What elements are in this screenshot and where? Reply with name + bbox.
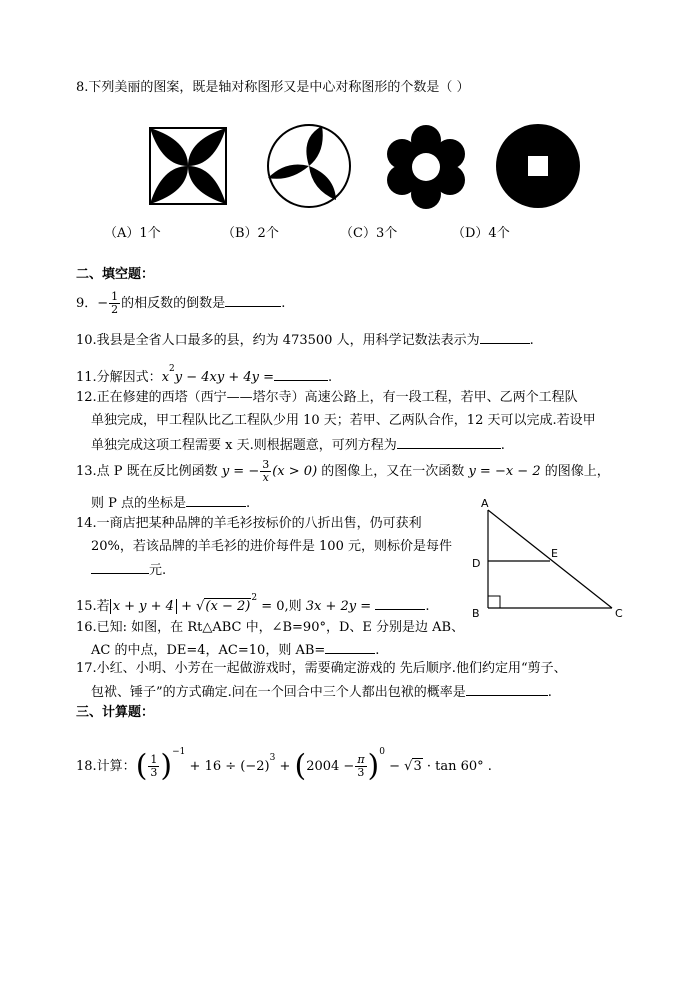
q11-expr-b: y − 4xy + 4y = bbox=[174, 370, 275, 385]
q12-line1: 12.正在修建的西塔（西宁——塔尔寺）高速公路上，有一段工程，若甲、乙两个工程队 bbox=[76, 390, 578, 405]
section3-title: 三、计算题： bbox=[76, 705, 155, 720]
q18-exp1: −1 bbox=[172, 747, 186, 757]
q9: 9．− $\frac{1}{2}$ 的相反数的倒数是 . bbox=[76, 290, 286, 316]
q13-line2-wrap: 则 P 点的坐标是 . bbox=[91, 496, 251, 511]
q15: 15.若 $x + y + 4 + √(x - 2)^2 = 0$,则 3x + 2y = . bbox=[76, 593, 430, 614]
q8-stem: 8.下列美丽的图案，既是轴对称图形又是中心对称图形的个数是（ ） bbox=[76, 80, 470, 95]
q18-frac1 bbox=[148, 754, 159, 779]
q13-frac-den: x bbox=[262, 471, 269, 484]
q18-exp2: 3 bbox=[269, 753, 276, 763]
q18-inner: 2004 − bbox=[306, 759, 355, 774]
label-b: B bbox=[472, 607, 480, 620]
q16-line2-wrap: AC 的中点，DE=4，AC=10，则 AB= . bbox=[91, 643, 380, 658]
q17-line1: 17.小红、小明、小芳在一起做游戏时，需要确定游戏的 先后顺序.他们约定用“剪子、 bbox=[76, 661, 567, 676]
pattern-square-petals bbox=[150, 128, 226, 204]
q15-abs-expr: x + y + 4 bbox=[110, 599, 177, 614]
q13-part2: 的图像上，又在一次函数 bbox=[321, 464, 465, 479]
q8-option-d: （D）4个 bbox=[452, 226, 510, 241]
label-a: A bbox=[481, 497, 489, 510]
q18-tail: · tan 60° . bbox=[426, 759, 492, 774]
q8-option-b: （B）2个 bbox=[222, 226, 279, 241]
q12-line3-wrap: 单独完成这项工程需要 x 天.则根据题意，可列方程为 . bbox=[91, 438, 505, 453]
q15-prefix: 15.若 bbox=[76, 599, 110, 614]
q9-num: 1 bbox=[111, 290, 119, 303]
q9-prefix: 9．− bbox=[76, 296, 109, 311]
q18-f2-den: 3 bbox=[357, 766, 365, 779]
q11-expr-sup: 2 bbox=[169, 364, 175, 374]
q9-answer-blank[interactable] bbox=[225, 294, 281, 307]
q18-frac2 bbox=[355, 754, 366, 779]
q17-line2-wrap: 包袱、锤子”的方式确定.问在一个回合中三个人都出包袱的概率是 . bbox=[91, 685, 552, 700]
q13-part3: 的图像上， bbox=[544, 464, 610, 479]
q18-mid: + 16 ÷ (−2) bbox=[189, 759, 270, 774]
q18: 18.计算：( $\frac{1}{3}$ )$^{-1} + 16 \div (-2)^3 + (2004$ − $\frac{\pi}{3}$ )$^0$ − √3 · tan 60° . bbox=[76, 747, 492, 784]
q9-fraction bbox=[109, 291, 120, 316]
pattern-coin bbox=[496, 124, 580, 208]
q13-fn-cond: (x > 0) bbox=[272, 464, 318, 479]
label-c: C bbox=[615, 607, 623, 620]
q13-frac-num: 3 bbox=[262, 458, 270, 471]
q13-fraction bbox=[260, 459, 271, 484]
right-angle-mark bbox=[488, 596, 500, 608]
q18-prefix: 18.计算： bbox=[76, 759, 136, 774]
q18-sqrt3: 3 bbox=[413, 759, 422, 774]
q15-sq: 2 bbox=[251, 593, 258, 603]
q12-answer-blank[interactable] bbox=[397, 436, 501, 449]
pattern-circle-three-blades bbox=[268, 125, 350, 207]
q8-option-a: （A）1个 bbox=[104, 226, 161, 241]
q11-answer-blank[interactable] bbox=[274, 368, 328, 381]
q9-suffix: 的相反数的倒数是 bbox=[121, 296, 226, 311]
q12-line2: 单独完成，甲工程队比乙工程队少用 10 天；若甲、乙两队合作，12 天可以完成.若设甲 bbox=[91, 413, 596, 428]
q8-figures bbox=[140, 118, 580, 214]
q13-answer-blank[interactable] bbox=[186, 494, 246, 507]
side-ac bbox=[488, 510, 612, 608]
q12-line3: 单独完成这项工程需要 x 天.则根据题意，可列方程为 bbox=[91, 438, 397, 453]
q14-line2: 20%，若该品牌的羊毛衫的进价每件是 100 元，则标价是每件 bbox=[91, 539, 452, 554]
q14-answer-blank[interactable] bbox=[91, 561, 149, 574]
q11-expr-a: x bbox=[161, 370, 170, 385]
label-d: D bbox=[472, 557, 481, 570]
q17-line2: 包袱、锤子”的方式确定.问在一个回合中三个人都出包袱的概率是 bbox=[91, 685, 466, 700]
q13-line2: 则 P 点的坐标是 bbox=[91, 496, 187, 511]
q18-tail-minus: − bbox=[385, 759, 405, 774]
q13-fn-left: y = − bbox=[221, 464, 260, 479]
q13-fn2: y = −x − 2 bbox=[468, 464, 541, 479]
q15-eq: = 0,则 bbox=[257, 599, 306, 614]
section2-title: 二、填空题： bbox=[76, 267, 155, 282]
q18-f1-num: 1 bbox=[150, 753, 158, 766]
q16-answer-blank[interactable] bbox=[325, 641, 375, 654]
q13-part1: 13.点 P 既在反比例函数 bbox=[76, 464, 218, 479]
q14-line3-wrap bbox=[91, 561, 166, 579]
q15-sqrt-expr: (x − 2) bbox=[205, 599, 251, 614]
q11: 11.分解因式：$x^2y - 4xy + 4y$ = . bbox=[76, 364, 333, 385]
q18-f2-num: π bbox=[357, 753, 365, 766]
q15-target: 3x + 2y = bbox=[305, 599, 372, 614]
q9-den: 2 bbox=[111, 303, 119, 316]
pattern-flower bbox=[387, 125, 465, 209]
q11-prefix: 11.分解因式： bbox=[76, 370, 162, 385]
q15-answer-blank[interactable] bbox=[375, 597, 425, 610]
label-e: E bbox=[551, 547, 558, 560]
q17-answer-blank[interactable] bbox=[466, 683, 548, 696]
q8-option-c: （C）3个 bbox=[340, 226, 398, 241]
q18-exp3: 0 bbox=[379, 747, 385, 757]
q10-answer-blank[interactable] bbox=[480, 331, 530, 344]
q10: 10.我县是全省人口最多的县，约为 473500 人，用科学记数法表示为 . bbox=[76, 333, 534, 348]
q14-line3-suffix: 元. bbox=[149, 563, 167, 578]
q10-text: 10.我县是全省人口最多的县，约为 473500 人，用科学记数法表示为 bbox=[76, 333, 480, 348]
q18-f1-den: 3 bbox=[150, 766, 158, 779]
triangle-figure bbox=[464, 494, 634, 624]
q18-plus: + bbox=[275, 759, 295, 774]
q16-line1: 16.已知: 如图，在 Rt△ABC 中，∠B=90°，D、E 分别是边 AB、 bbox=[76, 620, 465, 635]
q14-line1: 14.一商店把某种品牌的羊毛衫按标价的八折出售，仍可获利 bbox=[76, 516, 422, 531]
q15-plus: + bbox=[176, 599, 197, 614]
q16-line2: AC 的中点，DE=4，AC=10，则 AB= bbox=[91, 643, 326, 658]
q13-line1 bbox=[76, 457, 610, 487]
